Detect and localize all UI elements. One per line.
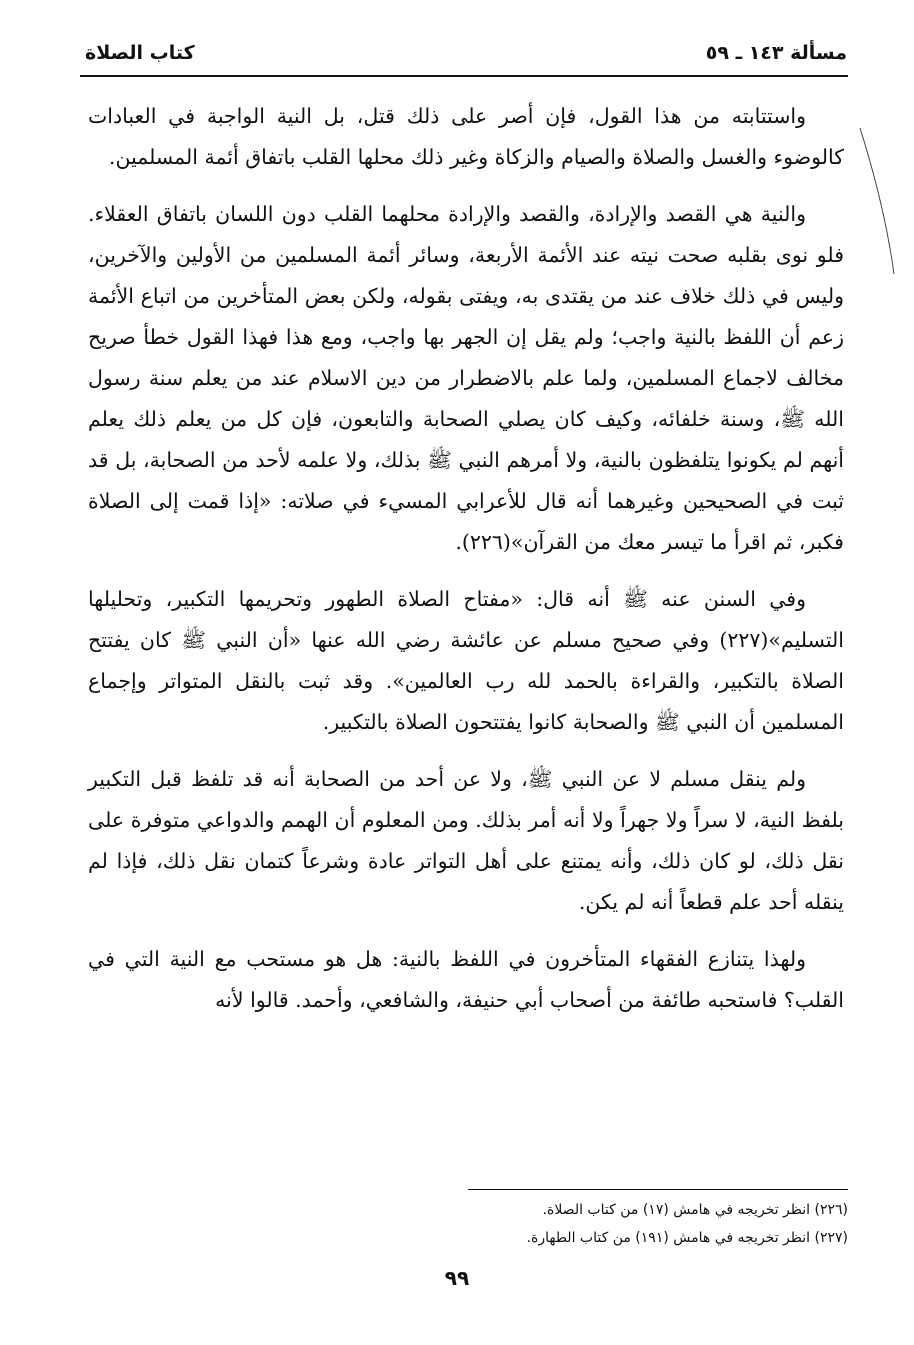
running-header: [85, 36, 847, 70]
paragraph-2: والنية هي القصد والإرادة، والقصد والإرادة محلهما القلب دون اللسان باتفاق العقلاء. فلو نوى بقلبه صحت نيته عند الأئمة الأربعة، وسائر أئمة المسلمين من الأولين والآخرين، وليس في ذلك خلاف عند من يقتدى به، ويفتى بقوله، ولكن بعض المتأخرين من اتباع الأئمة زعم أن اللفظ بالنية واجب؛ ولم يقل إن الجهر بها واجب، ومع هذا فهذا القول خطأ صريح مخالف لاجماع المسلمين، ولما علم بالاضطرار من دين الاسلام عند من يعلم سنة رسول الله ﷺ، وسنة خلفائه، وكيف كان يصلي الصحابة والتابعون، فإن كل من يعلم ذلك يعلم أنهم لم يكونوا يتلفظون بالنية، ولا أمرهم النبي ﷺ بذلك، ولا علمه لأحد من الصحابة، بل قد ثبت في الصحيحين وغيرهما أنه قال للأعرابي المسيء في صلاته: «إذا قمت إلى الصلاة فكبر، ثم اقرأ ما تيسر معك من القرآن»(٢٢٦).: [88, 202, 844, 554]
paragraph-3: وفي السنن عنه ﷺ أنه قال: «مفتاح الصلاة الطهور وتحريمها التكبير، وتحليلها التسليم»(٢٢٧) وفي صحيح مسلم عن عائشة رضي الله عنها «أن النبي ﷺ كان يفتتح الصلاة بالتكبير، والقراءة بالحمد لله رب العالمين». وقد ثبت بالنقل المتواتر وإجماع المسلمين أن النبي ﷺ والصحابة كانوا يفتتحون الصلاة بالتكبير.: [88, 587, 844, 734]
paragraph-4: ولم ينقل مسلم لا عن النبي ﷺ، ولا عن أحد من الصحابة أنه قد تلفظ قبل التكبير بلفظ النية، لا سراً ولا جهراً ولا أنه أمر بذلك. ومن المعلوم أن الهمم والدواعي متوفرة على نقل ذلك، لو كان ذلك، وأنه يمتنع على أهل التواتر عادة وشرعاً كتمان نقل ذلك، فإذا لم ينقله أحد علم قطعاً أنه لم يكن.: [88, 767, 844, 914]
footnote-divider: [468, 1189, 848, 1190]
paragraph-1: واستتابته من هذا القول، فإن أصر على ذلك قتل، بل النية الواجبة في العبادات كالوضوء والغسل والصلاة والصيام والزكاة وغير ذلك محلها القلب باتفاق أئمة المسلمين.: [88, 104, 844, 169]
footnotes: [300, 1196, 848, 1252]
footnote-226: (٢٢٦) انظر تخريجه في هامش (١٧) من كتاب الصلاة.: [542, 1202, 848, 1218]
main-text: [88, 96, 844, 1037]
scan-edge-mark: [858, 126, 898, 276]
header-divider: [80, 75, 848, 77]
header-book-title: كتاب الصلاة: [85, 42, 195, 64]
header-section-number: مسألة ١٤٣ ـ ٥٩: [705, 42, 847, 64]
page-number: ٩٩: [444, 1266, 470, 1290]
footnote-227: (٢٢٧) انظر تخريجه في هامش (١٩١) من كتاب الطهارة.: [526, 1230, 848, 1246]
paragraph-5: ولهذا يتنازع الفقهاء المتأخرون في اللفظ بالنية: هل هو مستحب مع النية التي في القلب؟ فاستحبه طائفة من أصحاب أبي حنيفة، والشافعي، وأحمد. قالوا لأنه: [88, 947, 844, 1012]
